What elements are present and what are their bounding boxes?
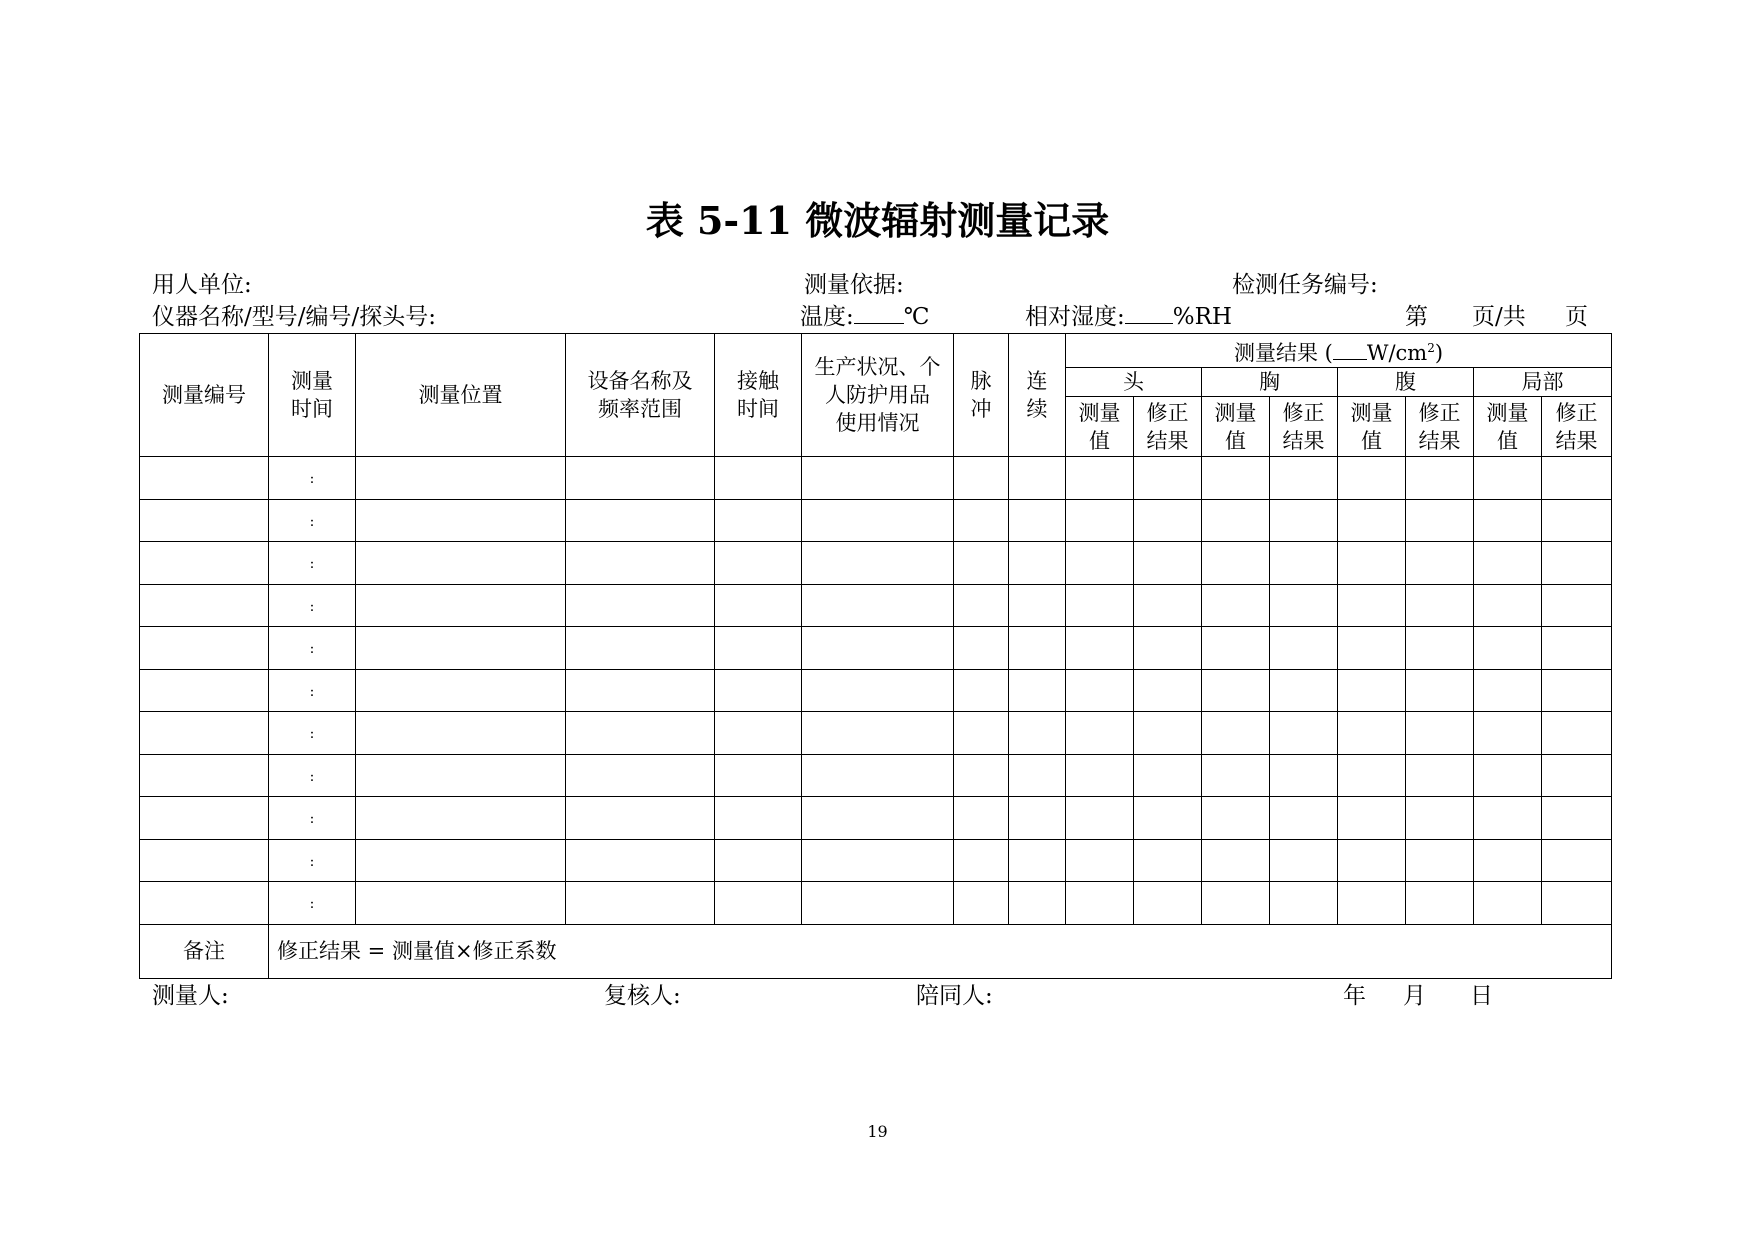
data-cell[interactable]	[1542, 712, 1612, 755]
data-cell[interactable]	[1270, 669, 1338, 712]
table-row	[140, 797, 1612, 840]
data-cell[interactable]	[1066, 627, 1134, 670]
data-cell[interactable]	[802, 882, 954, 925]
data-cell[interactable]	[1406, 754, 1474, 797]
data-cell[interactable]	[954, 499, 1009, 542]
data-cell[interactable]	[802, 499, 954, 542]
header-head: 头	[1066, 368, 1202, 397]
data-cell[interactable]	[802, 797, 954, 840]
remark-text: 修正结果 = 测量值×修正系数	[269, 924, 1612, 978]
data-cell[interactable]	[715, 457, 802, 500]
data-cell[interactable]	[1066, 499, 1134, 542]
header-time: 测量 时间	[269, 334, 356, 457]
data-cell[interactable]	[356, 627, 566, 670]
time-colon: :	[309, 471, 315, 488]
data-cell[interactable]	[802, 627, 954, 670]
data-cell[interactable]	[954, 839, 1009, 882]
header-result: 测量结果 ( $W/cm^2$)	[1066, 334, 1612, 368]
data-cell[interactable]	[715, 584, 802, 627]
data-cell[interactable]	[802, 457, 954, 500]
data-cell[interactable]	[715, 669, 802, 712]
data-cell[interactable]	[566, 627, 715, 670]
reviewer-label: 复核人:	[604, 983, 681, 1009]
table-row	[140, 839, 1612, 882]
data-cell[interactable]	[1406, 882, 1474, 925]
time-cell[interactable]	[269, 754, 356, 797]
time-cell[interactable]	[269, 457, 356, 500]
header-no: 测量编号	[140, 334, 269, 457]
header-contact-time: 接触 时间	[715, 334, 802, 457]
data-cell[interactable]	[1270, 712, 1338, 755]
data-cell[interactable]	[954, 627, 1009, 670]
task-no-label: 检测任务编号:	[1232, 272, 1378, 298]
data-cell[interactable]	[1009, 457, 1066, 500]
data-cell[interactable]	[356, 882, 566, 925]
data-cell[interactable]	[1338, 712, 1406, 755]
data-cell[interactable]	[802, 839, 954, 882]
time-cell[interactable]	[269, 797, 356, 840]
data-cell[interactable]	[566, 839, 715, 882]
data-cell[interactable]	[356, 499, 566, 542]
data-cell[interactable]	[1406, 669, 1474, 712]
data-cell[interactable]	[1338, 754, 1406, 797]
data-cell[interactable]	[1009, 499, 1066, 542]
data-cell[interactable]	[1542, 882, 1612, 925]
data-cell[interactable]	[140, 797, 269, 840]
data-cell[interactable]	[802, 754, 954, 797]
data-cell[interactable]	[1474, 627, 1542, 670]
data-cell[interactable]	[1066, 457, 1134, 500]
data-cell[interactable]	[140, 584, 269, 627]
header-chest: 胸	[1202, 368, 1338, 397]
data-cell[interactable]	[1009, 712, 1066, 755]
data-cell[interactable]	[1338, 669, 1406, 712]
data-cell[interactable]	[1066, 712, 1134, 755]
data-cell[interactable]	[1542, 754, 1612, 797]
data-cell[interactable]	[1474, 457, 1542, 500]
page-number: 19	[867, 1122, 888, 1141]
data-cell[interactable]	[1338, 584, 1406, 627]
data-cell[interactable]	[1542, 669, 1612, 712]
time-colon: :	[309, 598, 315, 615]
data-cell[interactable]	[1542, 499, 1612, 542]
data-cell[interactable]	[566, 797, 715, 840]
data-cell[interactable]	[1270, 584, 1338, 627]
employer-label: 用人单位:	[152, 272, 252, 298]
data-cell[interactable]	[140, 457, 269, 500]
data-cell[interactable]	[1406, 627, 1474, 670]
data-cell[interactable]	[1134, 627, 1202, 670]
data-cell[interactable]	[954, 584, 1009, 627]
data-cell[interactable]	[1270, 754, 1338, 797]
data-cell[interactable]	[1338, 882, 1406, 925]
data-cell[interactable]	[1202, 542, 1270, 585]
data-cell[interactable]	[1474, 754, 1542, 797]
data-cell[interactable]	[1338, 839, 1406, 882]
data-cell[interactable]	[1406, 457, 1474, 500]
measurement-table	[139, 333, 1612, 979]
time-colon: :	[309, 641, 315, 658]
data-cell[interactable]	[715, 839, 802, 882]
data-cell[interactable]	[1066, 839, 1134, 882]
data-cell[interactable]	[1202, 882, 1270, 925]
header-head-corrected: 修正 结果	[1134, 397, 1202, 457]
time-colon: :	[309, 683, 315, 700]
data-cell[interactable]	[1270, 499, 1338, 542]
page-ye-gong: 页/共	[1472, 304, 1526, 330]
data-cell[interactable]	[1009, 797, 1066, 840]
data-cell[interactable]	[566, 712, 715, 755]
temperature-field	[800, 298, 929, 331]
data-cell[interactable]	[1338, 542, 1406, 585]
data-cell[interactable]	[954, 542, 1009, 585]
data-cell[interactable]	[1338, 499, 1406, 542]
data-cell[interactable]	[1009, 882, 1066, 925]
time-cell[interactable]	[269, 712, 356, 755]
data-cell[interactable]	[1270, 542, 1338, 585]
data-cell[interactable]	[1202, 499, 1270, 542]
page-ye: 页	[1565, 304, 1588, 330]
time-cell[interactable]	[269, 542, 356, 585]
data-cell[interactable]	[1270, 457, 1338, 500]
data-cell[interactable]	[715, 712, 802, 755]
data-cell[interactable]	[1542, 797, 1612, 840]
data-cell[interactable]	[802, 542, 954, 585]
header-local-measured: 测量 值	[1474, 397, 1542, 457]
data-cell[interactable]	[1134, 797, 1202, 840]
temperature-blank	[854, 303, 904, 324]
data-cell[interactable]	[1134, 457, 1202, 500]
data-cell[interactable]	[356, 839, 566, 882]
data-cell[interactable]	[1134, 839, 1202, 882]
time-colon: :	[309, 513, 315, 530]
data-cell[interactable]	[140, 754, 269, 797]
header-chest-measured: 测量 值	[1202, 397, 1270, 457]
data-cell[interactable]	[1134, 542, 1202, 585]
data-cell[interactable]	[356, 712, 566, 755]
data-cell[interactable]	[1406, 839, 1474, 882]
data-cell[interactable]	[140, 627, 269, 670]
table-row	[140, 584, 1612, 627]
data-cell[interactable]	[1066, 882, 1134, 925]
data-cell[interactable]	[1406, 584, 1474, 627]
data-cell[interactable]	[802, 584, 954, 627]
table-row	[140, 542, 1612, 585]
data-cell[interactable]	[566, 754, 715, 797]
data-cell[interactable]	[1134, 712, 1202, 755]
data-cell[interactable]	[1270, 839, 1338, 882]
data-cell[interactable]	[1270, 882, 1338, 925]
time-colon: :	[309, 556, 315, 573]
remark-row	[140, 924, 1612, 978]
basis-label: 测量依据:	[804, 272, 904, 298]
data-cell[interactable]	[566, 499, 715, 542]
data-cell[interactable]	[954, 882, 1009, 925]
header-continuous: 连 续	[1009, 334, 1066, 457]
data-cell[interactable]	[356, 542, 566, 585]
data-cell[interactable]	[1134, 499, 1202, 542]
data-cell[interactable]	[1474, 669, 1542, 712]
data-cell[interactable]	[1474, 882, 1542, 925]
time-colon: :	[309, 896, 315, 913]
header-location: 测量位置	[356, 334, 566, 457]
data-cell[interactable]	[140, 499, 269, 542]
data-cell[interactable]	[140, 839, 269, 882]
data-cell[interactable]	[1270, 797, 1338, 840]
time-colon: :	[309, 853, 315, 870]
data-cell[interactable]	[1406, 542, 1474, 585]
data-cell[interactable]	[356, 754, 566, 797]
data-cell[interactable]	[1270, 627, 1338, 670]
measurer-label: 测量人:	[152, 983, 229, 1009]
header-abdomen-corrected: 修正 结果	[1406, 397, 1474, 457]
time-cell[interactable]	[269, 669, 356, 712]
table-row	[140, 712, 1612, 755]
data-cell[interactable]	[1202, 712, 1270, 755]
table-row	[140, 882, 1612, 925]
data-cell[interactable]	[1474, 797, 1542, 840]
data-cell[interactable]	[1009, 584, 1066, 627]
data-cell[interactable]	[1406, 712, 1474, 755]
data-cell[interactable]	[1542, 839, 1612, 882]
time-cell[interactable]	[269, 882, 356, 925]
data-cell[interactable]	[1406, 499, 1474, 542]
data-cell[interactable]	[715, 542, 802, 585]
time-cell[interactable]	[269, 839, 356, 882]
data-cell[interactable]	[356, 797, 566, 840]
data-cell[interactable]	[1474, 839, 1542, 882]
accompany-label: 陪同人:	[916, 983, 993, 1009]
data-cell[interactable]	[1542, 457, 1612, 500]
data-cell[interactable]	[356, 669, 566, 712]
header-head-measured: 测量 值	[1066, 397, 1134, 457]
data-cell[interactable]	[1066, 754, 1134, 797]
data-cell[interactable]	[1134, 669, 1202, 712]
data-cell[interactable]	[140, 712, 269, 755]
data-cell[interactable]	[1066, 797, 1134, 840]
data-cell[interactable]	[1338, 627, 1406, 670]
time-colon: :	[309, 768, 315, 785]
data-cell[interactable]	[715, 882, 802, 925]
data-cell[interactable]	[1009, 669, 1066, 712]
table-row	[140, 457, 1612, 500]
data-cell[interactable]	[1134, 584, 1202, 627]
data-cell[interactable]	[1066, 584, 1134, 627]
data-cell[interactable]	[954, 669, 1009, 712]
data-cell[interactable]	[356, 457, 566, 500]
table-row	[140, 754, 1612, 797]
header-device: 设备名称及 频率范围	[566, 334, 715, 457]
header-pulse: 脉 冲	[954, 334, 1009, 457]
humidity-label: 相对湿度:	[1025, 304, 1125, 330]
data-cell[interactable]	[1202, 457, 1270, 500]
data-cell[interactable]	[954, 754, 1009, 797]
header-chest-corrected: 修正 结果	[1270, 397, 1338, 457]
time-colon: :	[309, 811, 315, 828]
data-cell[interactable]	[140, 882, 269, 925]
data-cell[interactable]	[1542, 584, 1612, 627]
data-cell[interactable]	[954, 797, 1009, 840]
data-cell[interactable]	[1338, 457, 1406, 500]
header-abdomen-measured: 测量 值	[1338, 397, 1406, 457]
month-label: 月	[1403, 983, 1426, 1009]
data-cell[interactable]	[1202, 584, 1270, 627]
data-cell[interactable]	[566, 882, 715, 925]
year-label: 年	[1343, 983, 1366, 1009]
data-cell[interactable]	[1009, 839, 1066, 882]
humidity-field	[1025, 298, 1232, 331]
data-cell[interactable]	[566, 584, 715, 627]
temperature-unit: ℃	[903, 304, 930, 330]
data-cell[interactable]	[140, 669, 269, 712]
data-cell[interactable]	[566, 542, 715, 585]
data-cell[interactable]	[715, 754, 802, 797]
data-cell[interactable]	[1066, 669, 1134, 712]
day-label: 日	[1470, 983, 1493, 1009]
data-cell[interactable]	[1202, 754, 1270, 797]
table-row	[140, 669, 1612, 712]
header-row-1	[140, 334, 1612, 368]
data-cell[interactable]	[1202, 669, 1270, 712]
humidity-blank	[1125, 303, 1173, 324]
data-cell[interactable]	[566, 457, 715, 500]
data-cell[interactable]	[1542, 542, 1612, 585]
data-cell[interactable]	[1474, 499, 1542, 542]
data-cell[interactable]	[1338, 797, 1406, 840]
data-cell[interactable]	[140, 542, 269, 585]
table-row	[140, 627, 1612, 670]
data-cell[interactable]	[356, 584, 566, 627]
data-cell[interactable]	[1134, 754, 1202, 797]
data-cell[interactable]	[1474, 712, 1542, 755]
header-production: 生产状况、个 人防护用品 使用情况	[802, 334, 954, 457]
data-cell[interactable]	[802, 669, 954, 712]
data-cell[interactable]	[1009, 627, 1066, 670]
time-cell[interactable]	[269, 499, 356, 542]
data-cell[interactable]	[566, 669, 715, 712]
data-cell[interactable]	[1542, 627, 1612, 670]
data-cell[interactable]	[954, 457, 1009, 500]
data-cell[interactable]	[1009, 542, 1066, 585]
data-cell[interactable]	[715, 797, 802, 840]
data-cell[interactable]	[802, 712, 954, 755]
document-title: 表 5-11 微波辐射测量记录	[645, 198, 1110, 243]
data-cell[interactable]	[1474, 542, 1542, 585]
data-cell[interactable]	[1202, 797, 1270, 840]
temperature-label: 温度:	[800, 304, 854, 330]
data-cell[interactable]	[715, 499, 802, 542]
instrument-label: 仪器名称/型号/编号/探头号:	[152, 304, 436, 330]
data-cell[interactable]	[1474, 584, 1542, 627]
data-cell[interactable]	[1134, 882, 1202, 925]
time-colon: :	[309, 726, 315, 743]
data-cell[interactable]	[1202, 839, 1270, 882]
data-cell[interactable]	[1406, 797, 1474, 840]
page-di: 第	[1405, 304, 1428, 330]
header-local-corrected: 修正 结果	[1542, 397, 1612, 457]
header-local: 局部	[1474, 368, 1612, 397]
data-cell[interactable]	[1009, 754, 1066, 797]
humidity-unit: %RH	[1172, 304, 1232, 330]
time-cell[interactable]	[269, 584, 356, 627]
time-cell[interactable]	[269, 627, 356, 670]
data-cell[interactable]	[1202, 627, 1270, 670]
result-unit-blank	[1333, 341, 1367, 360]
table-row	[140, 499, 1612, 542]
data-cell[interactable]	[715, 627, 802, 670]
data-cell[interactable]	[1066, 542, 1134, 585]
header-abdomen: 腹	[1338, 368, 1474, 397]
remark-label: 备注	[140, 924, 269, 978]
data-cell[interactable]	[954, 712, 1009, 755]
